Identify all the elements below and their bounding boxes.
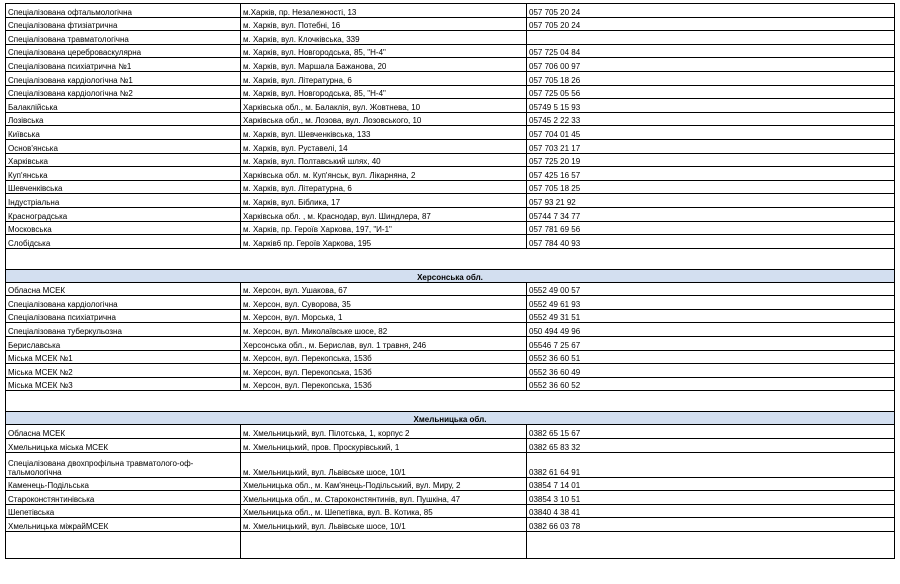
phone-cell: 057 704 01 45 xyxy=(527,126,895,140)
commission-name-cell: Спеціалізована фтизіатрична xyxy=(6,17,241,31)
table-row xyxy=(6,491,895,505)
phone-cell: 057 784 40 93 xyxy=(527,235,895,249)
address-cell: м. Харків, вул. Літературна, 6 xyxy=(241,71,527,85)
empty-cell xyxy=(6,248,895,269)
empty-cell xyxy=(6,532,241,559)
address-cell: м. Хмельницький, вул. Львівське шосе, 10/1 xyxy=(241,452,527,477)
commission-name-cell: Основ'янська xyxy=(6,139,241,153)
commission-name-cell: Лозівська xyxy=(6,112,241,126)
table-row xyxy=(6,71,895,85)
phone-cell: 057 705 18 26 xyxy=(527,71,895,85)
phone-cell: 03854 3 10 51 xyxy=(527,491,895,505)
commission-name-cell: Спеціалізована кардіологічна xyxy=(6,296,241,310)
phone-cell: 057 425 16 57 xyxy=(527,167,895,181)
phone-cell: 05749 5 15 93 xyxy=(527,99,895,113)
phone-cell: 057 93 21 92 xyxy=(527,194,895,208)
phone-cell: 03854 7 14 01 xyxy=(527,477,895,491)
address-cell: м. Харків, вул. Шевченківська, 133 xyxy=(241,126,527,140)
table-row xyxy=(6,364,895,378)
table-row xyxy=(6,235,895,249)
phone-cell: 05744 7 34 77 xyxy=(527,207,895,221)
phone-cell: 0552 36 60 51 xyxy=(527,350,895,364)
table-row xyxy=(6,153,895,167)
address-cell: м. Харків, вул. Клочківська, 339 xyxy=(241,31,527,45)
phone-cell: 0552 49 61 93 xyxy=(527,296,895,310)
commission-name-cell: Балаклійська xyxy=(6,99,241,113)
phone-cell: 0552 36 60 52 xyxy=(527,377,895,391)
table-row xyxy=(6,99,895,113)
msek-table xyxy=(5,3,895,559)
address-cell: м.Харків, пр. Незалежності, 13 xyxy=(241,4,527,18)
phone-cell: 057 725 05 56 xyxy=(527,85,895,99)
commission-name-cell: Міська МСЕК №3 xyxy=(6,377,241,391)
table-row xyxy=(6,17,895,31)
address-cell: м. Харків, вул. Біблика, 17 xyxy=(241,194,527,208)
phone-cell: 0552 49 31 51 xyxy=(527,309,895,323)
address-cell: Харківська обл., м. Лозова, вул. Лозовського, 10 xyxy=(241,112,527,126)
commission-name-cell: Міська МСЕК №2 xyxy=(6,364,241,378)
commission-name-cell: Каменець-Подільська xyxy=(6,477,241,491)
address-cell: м. Херсон, вул. Суворова, 35 xyxy=(241,296,527,310)
empty-row xyxy=(6,391,895,412)
commission-name-cell: Спеціалізована цереброваскулярна xyxy=(6,44,241,58)
table-row xyxy=(6,518,895,532)
address-cell: м. Хмельницький, вул. Львівське шосе, 10/1 xyxy=(241,518,527,532)
commission-name-cell: Староконстянтинівська xyxy=(6,491,241,505)
phone-cell: 057 725 20 19 xyxy=(527,153,895,167)
address-cell: м. Харків, вул. Полтавський шлях, 40 xyxy=(241,153,527,167)
commission-name-cell: Слобідська xyxy=(6,235,241,249)
address-cell: Хмельницька обл., м. Кам'янець-Подільський, вул. Миру, 2 xyxy=(241,477,527,491)
commission-name-cell: Хмельницька міська МСЕК xyxy=(6,439,241,453)
address-cell: м. Харків6 пр. Героїв Харкова, 195 xyxy=(241,235,527,249)
commission-name-cell: Спеціалізована кардіологічна №1 xyxy=(6,71,241,85)
table-row xyxy=(6,58,895,72)
commission-name-cell: Спеціалізована травматологічна xyxy=(6,31,241,45)
address-cell: м. Харків, вул. Маршала Бажанова, 20 xyxy=(241,58,527,72)
phone-cell: 057 706 00 97 xyxy=(527,58,895,72)
region-title: Хмельницька обл. xyxy=(6,412,895,425)
phone-cell: 05745 2 22 33 xyxy=(527,112,895,126)
address-cell: Харківська обл., м. Балаклія, вул. Жовтнева, 10 xyxy=(241,99,527,113)
table-row xyxy=(6,337,895,351)
empty-cell xyxy=(241,532,527,559)
commission-name-cell: Московська xyxy=(6,221,241,235)
commission-name-cell: Харківська xyxy=(6,153,241,167)
address-cell: м. Херсон, вул. Перекопська, 153б xyxy=(241,377,527,391)
table-row xyxy=(6,221,895,235)
document-page xyxy=(5,3,894,559)
table-row xyxy=(6,439,895,453)
phone-cell: 057 703 21 17 xyxy=(527,139,895,153)
phone-cell xyxy=(527,31,895,45)
address-cell: Харківська обл. , м. Краснодар, вул. Шиндлера, 87 xyxy=(241,207,527,221)
commission-name-cell: Обласна МСЕК xyxy=(6,282,241,296)
address-cell: м. Харків, вул. Новгородська, 85, "Н-4" xyxy=(241,44,527,58)
table-row xyxy=(6,350,895,364)
msek-table-body xyxy=(6,4,895,559)
phone-cell: 03840 4 38 41 xyxy=(527,504,895,518)
commission-name-cell: Спеціалізована офтальмологічна xyxy=(6,4,241,18)
commission-name-cell: Спеціалізована туберкульозна xyxy=(6,323,241,337)
empty-row xyxy=(6,248,895,269)
empty-cell xyxy=(6,391,895,412)
commission-name-cell: Київська xyxy=(6,126,241,140)
phone-cell: 0552 36 60 49 xyxy=(527,364,895,378)
commission-name-cell: Шевченківська xyxy=(6,180,241,194)
empty-row xyxy=(6,532,895,559)
phone-cell: 057 705 20 24 xyxy=(527,17,895,31)
address-cell: м. Хмельницький, пров. Проскурівський, 1 xyxy=(241,439,527,453)
table-row xyxy=(6,477,895,491)
region-header-row xyxy=(6,412,895,425)
address-cell: Хмельницька обл., м. Шепетівка, вул. В. Котика, 85 xyxy=(241,504,527,518)
phone-cell: 057 705 20 24 xyxy=(527,4,895,18)
table-row xyxy=(6,139,895,153)
address-cell: м. Харків, вул. Потебні, 16 xyxy=(241,17,527,31)
table-row xyxy=(6,425,895,439)
phone-cell: 0382 61 64 91 xyxy=(527,452,895,477)
table-row xyxy=(6,167,895,181)
address-cell: м. Хмельницький, вул. Пілотська, 1, корпус 2 xyxy=(241,425,527,439)
table-row xyxy=(6,112,895,126)
address-cell: м. Херсон, вул. Перекопська, 153б xyxy=(241,350,527,364)
phone-cell: 057 781 69 56 xyxy=(527,221,895,235)
empty-cell xyxy=(527,532,895,559)
phone-cell: 057 725 04 84 xyxy=(527,44,895,58)
table-row xyxy=(6,126,895,140)
table-row xyxy=(6,31,895,45)
phone-cell: 0382 66 03 78 xyxy=(527,518,895,532)
table-row xyxy=(6,207,895,221)
commission-name-cell: Спеціалізована психіатрична №1 xyxy=(6,58,241,72)
commission-name-cell: Куп'янська xyxy=(6,167,241,181)
address-cell: м. Харків, вул. Літературна, 6 xyxy=(241,180,527,194)
address-cell: Харківська обл. м. Куп'янськ, вул. Лікарняна, 2 xyxy=(241,167,527,181)
table-row xyxy=(6,180,895,194)
phone-cell: 050 494 49 96 xyxy=(527,323,895,337)
table-row xyxy=(6,4,895,18)
phone-cell: 0382 65 83 32 xyxy=(527,439,895,453)
address-cell: Хмельницька обл., м. Староконстянтинів, вул. Пушкіна, 47 xyxy=(241,491,527,505)
table-row xyxy=(6,282,895,296)
commission-name-cell: Спеціалізована психіатрична xyxy=(6,309,241,323)
address-cell: Херсонська обл., м. Берислав, вул. 1 травня, 246 xyxy=(241,337,527,351)
phone-cell: 0382 65 15 67 xyxy=(527,425,895,439)
table-row xyxy=(6,504,895,518)
region-header-row xyxy=(6,269,895,282)
address-cell: м. Херсон, вул. Морська, 1 xyxy=(241,309,527,323)
commission-name-cell: Спеціалізована двохпрофільна травматолого-оф-тальмологічна xyxy=(6,452,241,477)
commission-name-cell: Індустріальна xyxy=(6,194,241,208)
address-cell: м. Харків, вул. Новгородська, 85, "Н-4" xyxy=(241,85,527,99)
table-row xyxy=(6,296,895,310)
phone-cell: 0552 49 00 57 xyxy=(527,282,895,296)
region-title: Херсонська обл. xyxy=(6,269,895,282)
commission-name-cell: Міська МСЕК №1 xyxy=(6,350,241,364)
table-row xyxy=(6,85,895,99)
table-row xyxy=(6,194,895,208)
address-cell: м. Херсон, вул. Ушакова, 67 xyxy=(241,282,527,296)
table-row xyxy=(6,323,895,337)
commission-name-cell: Спеціалізована кардіологічна №2 xyxy=(6,85,241,99)
address-cell: м. Харків, вул. Руставелі, 14 xyxy=(241,139,527,153)
commission-name-cell: Бериславська xyxy=(6,337,241,351)
table-row xyxy=(6,452,895,477)
commission-name-cell: Красноградська xyxy=(6,207,241,221)
phone-cell: 057 705 18 25 xyxy=(527,180,895,194)
address-cell: м. Херсон, вул. Перекопська, 153б xyxy=(241,364,527,378)
commission-name-cell: Шепетівська xyxy=(6,504,241,518)
address-cell: м. Харків, пр. Героїв Харкова, 197, "И-1" xyxy=(241,221,527,235)
table-row xyxy=(6,377,895,391)
address-cell: м. Херсон, вул. Миколаївське шосе, 82 xyxy=(241,323,527,337)
table-row xyxy=(6,44,895,58)
phone-cell: 05546 7 25 67 xyxy=(527,337,895,351)
commission-name-cell: Обласна МСЕК xyxy=(6,425,241,439)
commission-name-cell: Хмельницька міжрайМСЕК xyxy=(6,518,241,532)
table-row xyxy=(6,309,895,323)
